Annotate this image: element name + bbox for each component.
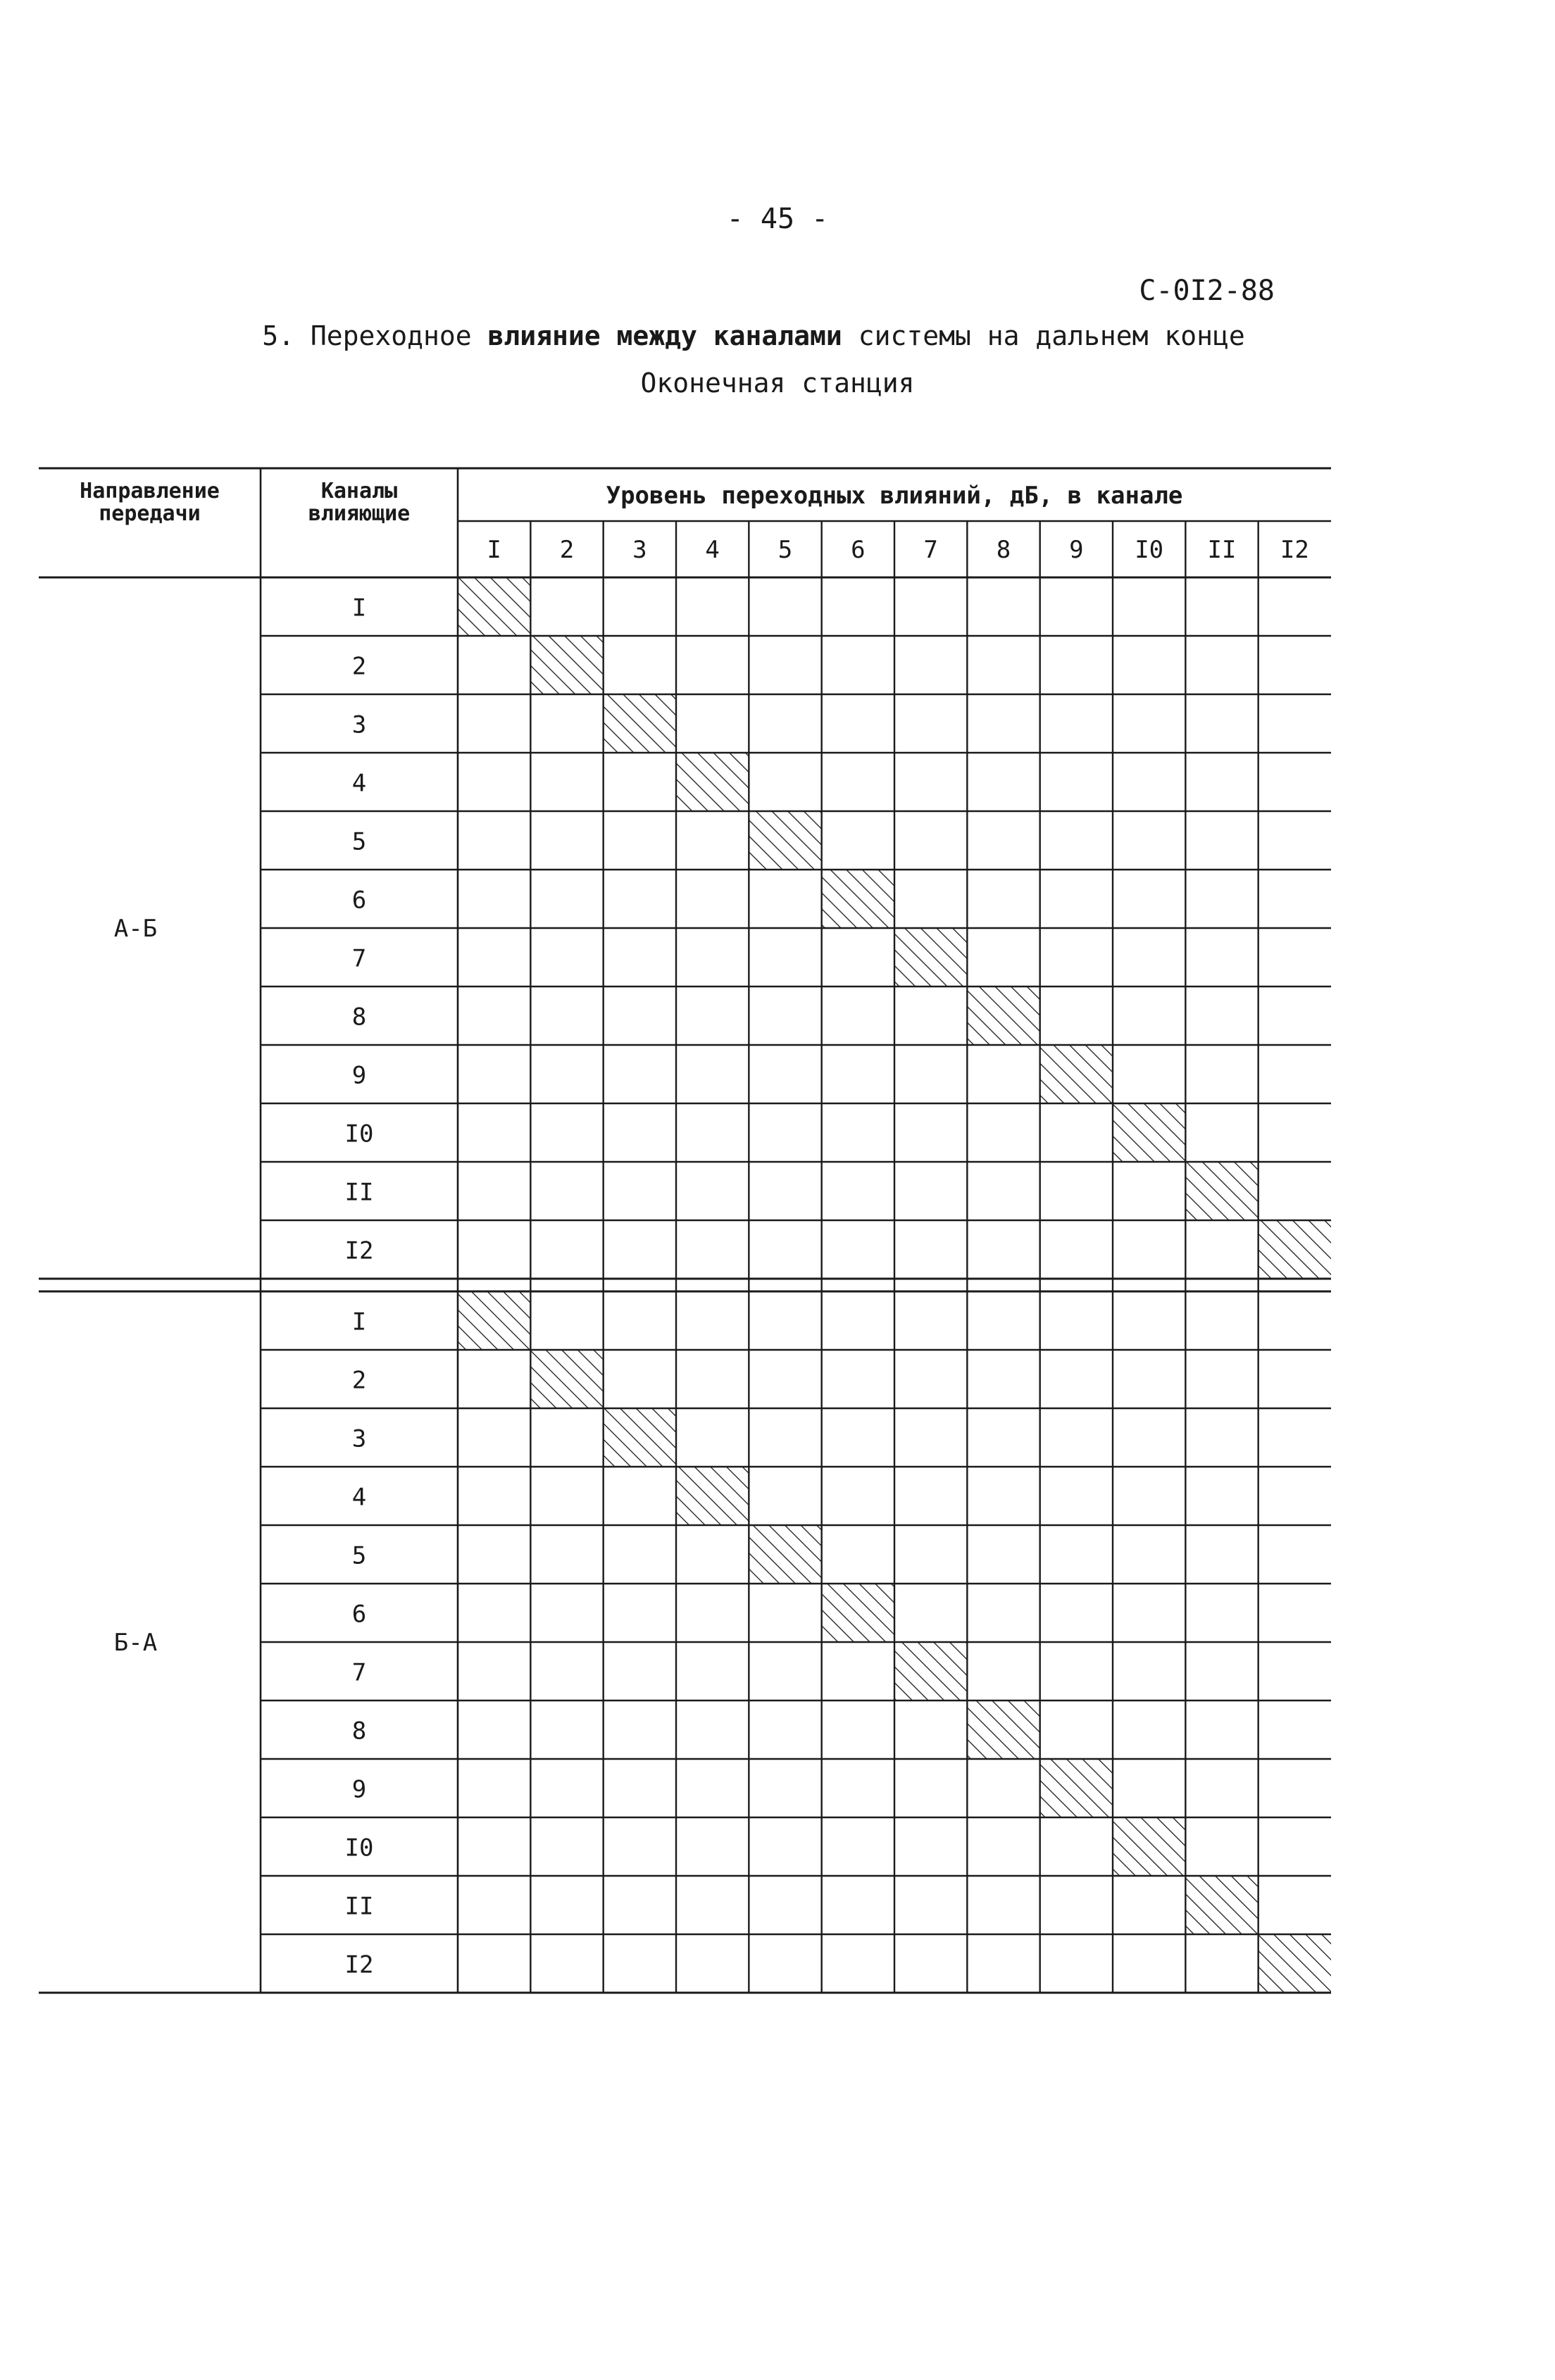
section-title-part: влияние между каналами: [487, 320, 842, 351]
page-number: - 45 -: [726, 203, 829, 235]
influencing-channel-label: 6: [351, 1600, 367, 1629]
influencing-channel-label: 5: [351, 827, 367, 856]
influencing-channel-label: 9: [351, 1061, 367, 1090]
hatched-diagonal-cell: [530, 1350, 603, 1408]
hatched-diagonal-cell: [1040, 1045, 1113, 1103]
channel-column-label: 7: [923, 536, 938, 564]
hatched-diagonal-cell: [967, 987, 1039, 1045]
crosstalk-table-grid: [39, 461, 1342, 2010]
influencing-channel-label: I0: [344, 1834, 374, 1862]
hatched-diagonal-cell: [967, 1701, 1039, 1759]
section-title-part: 5. Переходное: [262, 320, 488, 351]
crosstalk-table: [39, 461, 1342, 2010]
hatched-diagonal-cell: [1040, 1759, 1113, 1817]
hatched-diagonal-cell: [822, 870, 894, 928]
section-title: [106, 320, 1401, 351]
influencing-channel-label: II: [344, 1892, 374, 1921]
influencing-channel-label: I2: [344, 1236, 374, 1265]
direction-label: Б-А: [113, 1629, 158, 1657]
influencing-channel-label: 8: [351, 1003, 367, 1032]
channel-column-label: 2: [559, 536, 575, 564]
channels-header-line1: Каналы: [320, 479, 398, 503]
channel-column-label: 5: [778, 536, 793, 564]
hatched-diagonal-cell: [676, 753, 749, 811]
influencing-channel-label: 2: [351, 652, 367, 681]
channel-column-label: 9: [1069, 536, 1084, 564]
channel-column-label: I0: [1135, 536, 1164, 564]
influencing-channel-label: I0: [344, 1120, 374, 1148]
direction-header-line1: Направление: [80, 479, 220, 503]
hatched-diagonal-cell: [676, 1467, 749, 1525]
direction-label: А-Б: [113, 915, 158, 943]
hatched-diagonal-cell: [604, 694, 676, 753]
hatched-diagonal-cell: [749, 1525, 821, 1584]
channel-column-label: 4: [705, 536, 720, 564]
hatched-diagonal-cell: [458, 1291, 530, 1350]
hatched-diagonal-cell: [1259, 1220, 1331, 1279]
channel-column-label: II: [1207, 536, 1237, 564]
hatched-diagonal-cell: [1113, 1817, 1185, 1876]
channel-column-label: 8: [996, 536, 1011, 564]
influencing-channel-label: 5: [351, 1541, 367, 1570]
influencing-channel-label: 3: [351, 710, 367, 739]
crosstalk-level-header: Уровень переходных влияний, дБ, в канале: [606, 482, 1183, 510]
influencing-channel-label: I: [351, 594, 367, 622]
hatched-diagonal-cell: [1259, 1934, 1331, 1993]
influencing-channel-label: 7: [351, 944, 367, 973]
hatched-diagonal-cell: [1185, 1876, 1258, 1934]
influencing-channel-label: 6: [351, 886, 367, 915]
hatched-diagonal-cell: [822, 1584, 894, 1642]
channel-column-label: 3: [632, 536, 647, 564]
document-code: С-0I2-88: [1139, 275, 1275, 307]
influencing-channel-label: 2: [351, 1366, 367, 1395]
influencing-channel-label: 8: [351, 1717, 367, 1746]
influencing-channel-label: 3: [351, 1424, 367, 1453]
hatched-diagonal-cell: [1113, 1103, 1185, 1162]
influencing-channel-label: II: [344, 1178, 374, 1207]
influencing-channel-label: I2: [344, 1950, 374, 1979]
influencing-channel-label: I: [351, 1308, 367, 1336]
channel-column-label: I2: [1280, 536, 1309, 564]
hatched-diagonal-cell: [604, 1408, 676, 1467]
section-title-part: системы на дальнем конце: [842, 320, 1245, 351]
hatched-diagonal-cell: [1185, 1162, 1258, 1220]
channel-column-label: I: [487, 536, 501, 564]
channel-column-label: 6: [851, 536, 866, 564]
hatched-diagonal-cell: [894, 1642, 967, 1701]
influencing-channel-label: 4: [351, 1483, 367, 1512]
hatched-diagonal-cell: [458, 577, 530, 636]
influencing-channel-label: 9: [351, 1775, 367, 1804]
direction-header-line2: передачи: [99, 501, 201, 526]
influencing-channel-label: 4: [351, 769, 367, 798]
hatched-diagonal-cell: [894, 928, 967, 987]
hatched-diagonal-cell: [530, 636, 603, 694]
section-subtitle: Оконечная станция: [640, 368, 915, 399]
influencing-channel-label: 7: [351, 1658, 367, 1687]
hatched-diagonal-cell: [749, 811, 821, 870]
channels-header-line2: влияющие: [308, 501, 411, 526]
